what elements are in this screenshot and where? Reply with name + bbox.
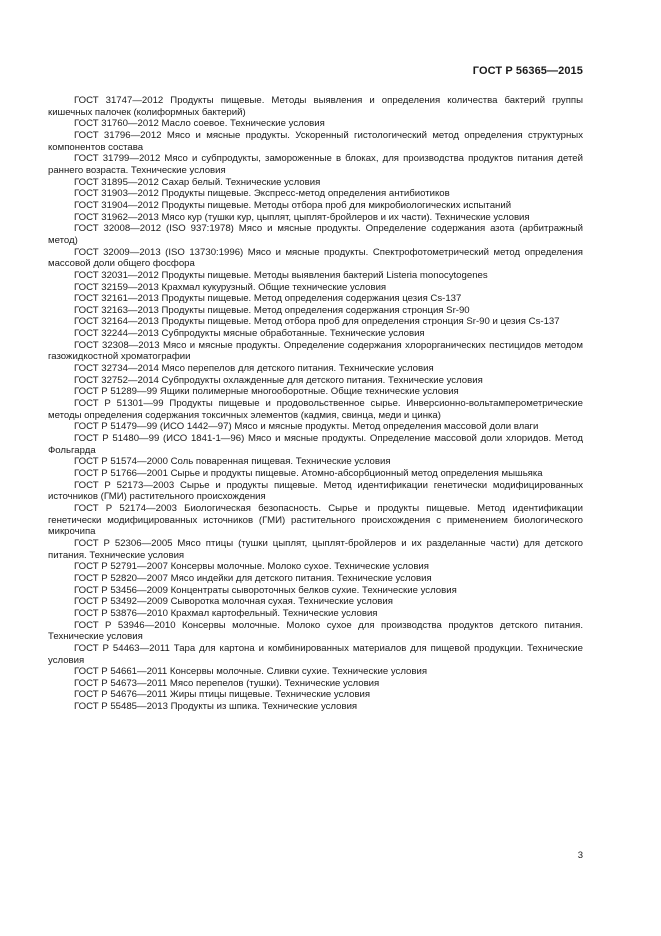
reference-entry: ГОСТ 31760—2012 Масло соевое. Технические условия (74, 118, 325, 130)
reference-entry: ГОСТ Р 53492—2009 Сыворотка молочная сухая. Технические условия (74, 596, 393, 608)
reference-entry: ГОСТ Р 53456—2009 Концентраты сывороточных белков сухие. Технические условия (74, 584, 457, 596)
reference-entry: ГОСТ 31796—2012 Мясо и мясные продукты. Ускоренный гистологический метод определения структурных компонентов состава (48, 129, 583, 153)
reference-entry: ГОСТ 32159—2013 Крахмал кукурузный. Общие технические условия (74, 281, 387, 293)
reference-entry: ГОСТ Р 51766—2001 Сырье и продукты пищевые. Атомно-абсорбционный метод определения мышьяка (74, 468, 543, 479)
reference-entry: ГОСТ 32308—2013 Мясо и мясные продукты. Определение содержания хлорорганических пестицидов методом газожидкостной хроматографии (48, 339, 583, 363)
reference-entry: ГОСТ Р 53876—2010 Крахмал картофельный. Технические условия (74, 607, 378, 619)
reference-entry: ГОСТ Р 54463—2011 Тара для картона и комбинированных материалов для пищевой продукции. Технические условия (48, 642, 583, 666)
reference-entry: ГОСТ 31895—2012 Сахар белый. Технические условия (74, 176, 321, 188)
reference-entry: ГОСТ 32164—2013 Продукты пищевые. Метод отбора проб для определения стронция Sr-90 и цезия Cs-137 (74, 316, 560, 328)
reference-entry: ГОСТ 32009—2013 (ISO 13730:1996) Мясо и мясные продукты. Спектрофотометрический метод определения массовой доли общего фосфора (48, 246, 583, 270)
reference-entry: ГОСТ Р 53946—2010 Консервы молочные. Молоко сухое для производства продуктов детского питания. Технические условия (48, 619, 583, 643)
reference-entry: ГОСТ Р 54661—2011 Консервы молочные. Сливки сухие. Технические условия (74, 666, 428, 678)
reference-entry: ГОСТ Р 52820—2007 Мясо индейки для детского питания. Технические условия (74, 572, 432, 584)
reference-entry: ГОСТ 31799—2012 Мясо и субпродукты, замороженные в блоках, для производства продуктов питания детей раннего возраста. Технические условия (48, 153, 583, 176)
document-header: ГОСТ Р 56365—2015 (472, 65, 583, 77)
reference-entry: ГОСТ Р 54676—2011 Жиры птицы пищевые. Технические условия (74, 689, 371, 701)
reference-entry: ГОСТ Р 51289—99 Ящики полимерные многооборотные. Общие технические условия (74, 386, 459, 398)
reference-entry: ГОСТ Р 51301—99 Продукты пищевые и продовольственное сырье. Инверсионно-вольтамперометрические методы определения содержания токсичных элементов (кадмия, свинца, меди и цинка) (48, 398, 583, 421)
reference-entry: ГОСТ Р 55485—2013 Продукты из шпика. Технические условия (74, 701, 358, 713)
page-number: 3 (577, 850, 583, 861)
reference-entry: ГОСТ Р 52173—2003 Сырье и продукты пищевые. Метод идентификации генетически модифицированных источников (ГМИ) растительного происхождения (48, 479, 583, 503)
reference-entry: ГОСТ Р 51574—2000 Соль поваренная пищевая. Технические условия (74, 456, 391, 468)
reference-entry: ГОСТ 31962—2013 Мясо кур (тушки кур, цыплят, цыплят-бройлеров и их части). Технические условия (74, 211, 530, 223)
reference-entry: ГОСТ 32734—2014 Мясо перепелов для детского питания. Технические условия (74, 363, 434, 375)
reference-entry: ГОСТ 32008—2012 (ISO 937:1978) Мясо и мясные продукты. Определение содержания азота (арбитражный метод) (48, 223, 583, 246)
reference-entry: ГОСТ 31903—2012 Продукты пищевые. Экспресс-метод определения антибиотиков (74, 188, 450, 200)
references-list (48, 95, 583, 713)
reference-entry: ГОСТ 32031—2012 Продукты пищевые. Методы выявления бактерий Listeria monocytogenes (74, 269, 488, 281)
reference-entry: ГОСТ Р 51480—99 (ИСО 1841-1—96) Мясо и мясные продукты. Определение массовой доли хлоридов. Метод Фольгарда (48, 433, 583, 456)
reference-entry: ГОСТ 31747—2012 Продукты пищевые. Методы выявления и определения количества бактерий группы кишечных палочек (колиформных бактерий) (48, 95, 583, 118)
reference-entry: ГОСТ 32161—2013 Продукты пищевые. Метод определения содержания цезия Cs-137 (74, 293, 462, 305)
reference-entry: ГОСТ 31904—2012 Продукты пищевые. Методы отбора проб для микробиологических испытаний (74, 199, 512, 211)
reference-entry: ГОСТ 32163—2013 Продукты пищевые. Метод определения содержания стронция Sr-90 (74, 304, 470, 316)
reference-entry: ГОСТ Р 52174—2003 Биологическая безопасность. Сырье и продукты пищевые. Метод идентификации генетически модифицированных источников (ГМИ) растительного происхождения с применением биологического микрочипа (48, 502, 583, 538)
reference-entry: ГОСТ 32244—2013 Субпродукты мясные обработанные. Технические условия (74, 328, 425, 340)
reference-entry: ГОСТ 32752—2014 Субпродукты охлажденные для детского питания. Технические условия (74, 374, 483, 386)
reference-entry: ГОСТ Р 52306—2005 Мясо птицы (тушки цыплят, цыплят-бройлеров и их разделанные части) для детского питания. Технические условия (48, 537, 583, 561)
reference-entry: ГОСТ Р 54673—2011 Мясо перепелов (тушки). Технические условия (74, 677, 380, 689)
reference-entry: ГОСТ Р 51479—99 (ИСО 1442—97) Мясо и мясные продукты. Метод определения массовой доли влаги (74, 421, 539, 433)
reference-entry: ГОСТ Р 52791—2007 Консервы молочные. Молоко сухое. Технические условия (74, 561, 429, 573)
